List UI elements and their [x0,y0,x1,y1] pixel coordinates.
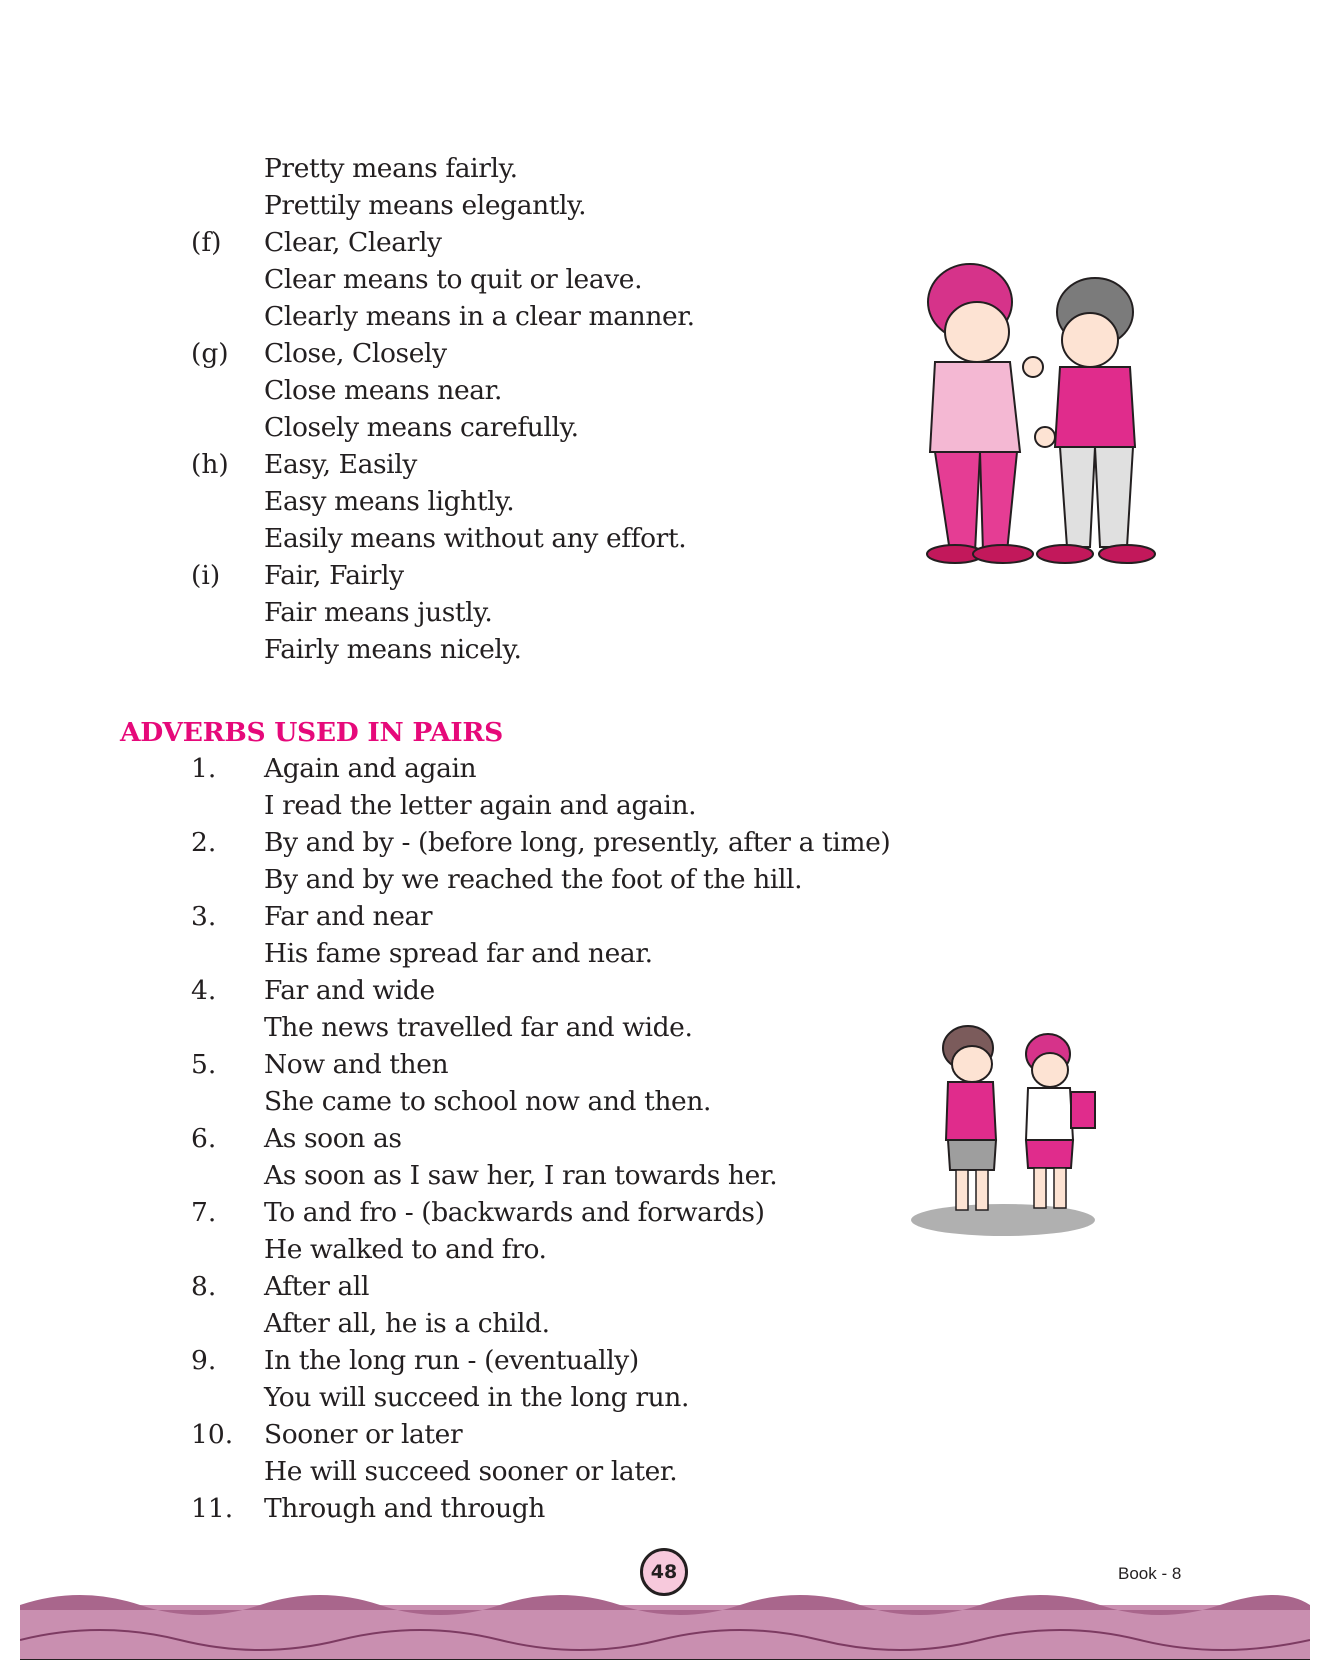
definition-line: Pretty means fairly. [264,153,518,184]
definition-line: Fair means justly. [264,597,493,628]
item-marker: (g) [191,338,229,369]
pair-example: He will succeed sooner or later. [264,1456,678,1487]
item-marker: (i) [191,560,221,591]
item-marker: (h) [191,449,229,480]
pair-number: 11. [191,1493,234,1524]
word-pair: Easy, Easily [264,449,417,480]
pair-example: After all, he is a child. [264,1308,550,1339]
pair-example: He walked to and fro. [264,1234,547,1265]
definition-line: Clear means to quit or leave. [264,264,643,295]
pair-example: I read the letter again and again. [264,790,697,821]
pair-phrase: Through and through [264,1493,545,1524]
pair-phrase: Far and wide [264,975,435,1006]
section-heading: ADVERBS USED IN PAIRS [120,717,503,748]
pair-number: 4. [191,975,217,1006]
pair-number: 1. [191,753,217,784]
pair-phrase: By and by - (before long, presently, after a time) [264,827,891,858]
definition-line: Easy means lightly. [264,486,515,517]
pair-phrase: Sooner or later [264,1419,463,1450]
pair-example: His fame spread far and near. [264,938,653,969]
definition-line: Clearly means in a clear manner. [264,301,695,332]
pair-example: As soon as I saw her, I ran towards her. [264,1160,778,1191]
pair-example: By and by we reached the foot of the hill. [264,864,803,895]
pair-phrase: As soon as [264,1123,402,1154]
boys-arguing-illustration [905,262,1175,572]
pair-phrase: Now and then [264,1049,449,1080]
pair-example: The news travelled far and wide. [264,1012,693,1043]
definition-line: Prettily means elegantly. [264,190,587,221]
pair-example: She came to school now and then. [264,1086,712,1117]
item-marker: (f) [191,227,222,258]
pair-number: 8. [191,1271,217,1302]
pair-number: 10. [191,1419,234,1450]
pair-phrase: Again and again [264,753,477,784]
page-number-badge: 48 [640,1548,688,1596]
pair-number: 5. [191,1049,217,1080]
pair-number: 9. [191,1345,217,1376]
boys-talking-illustration [908,1020,1123,1240]
pair-number: 2. [191,827,217,858]
word-pair: Fair, Fairly [264,560,404,591]
definition-line: Closely means carefully. [264,412,579,443]
pair-number: 3. [191,901,217,932]
pair-phrase: Far and near [264,901,433,932]
pair-phrase: To and fro - (backwards and forwards) [264,1197,765,1228]
definition-line: Easily means without any effort. [264,523,687,554]
pair-number: 7. [191,1197,217,1228]
pair-phrase: In the long run - (eventually) [264,1345,639,1376]
pair-phrase: After all [264,1271,370,1302]
book-label: Book - 8 [1118,1564,1182,1583]
definition-line: Close means near. [264,375,503,406]
word-pair: Clear, Clearly [264,227,442,258]
pair-number: 6. [191,1123,217,1154]
pair-example: You will succeed in the long run. [264,1382,689,1413]
definition-line: Fairly means nicely. [264,634,522,665]
word-pair: Close, Closely [264,338,447,369]
